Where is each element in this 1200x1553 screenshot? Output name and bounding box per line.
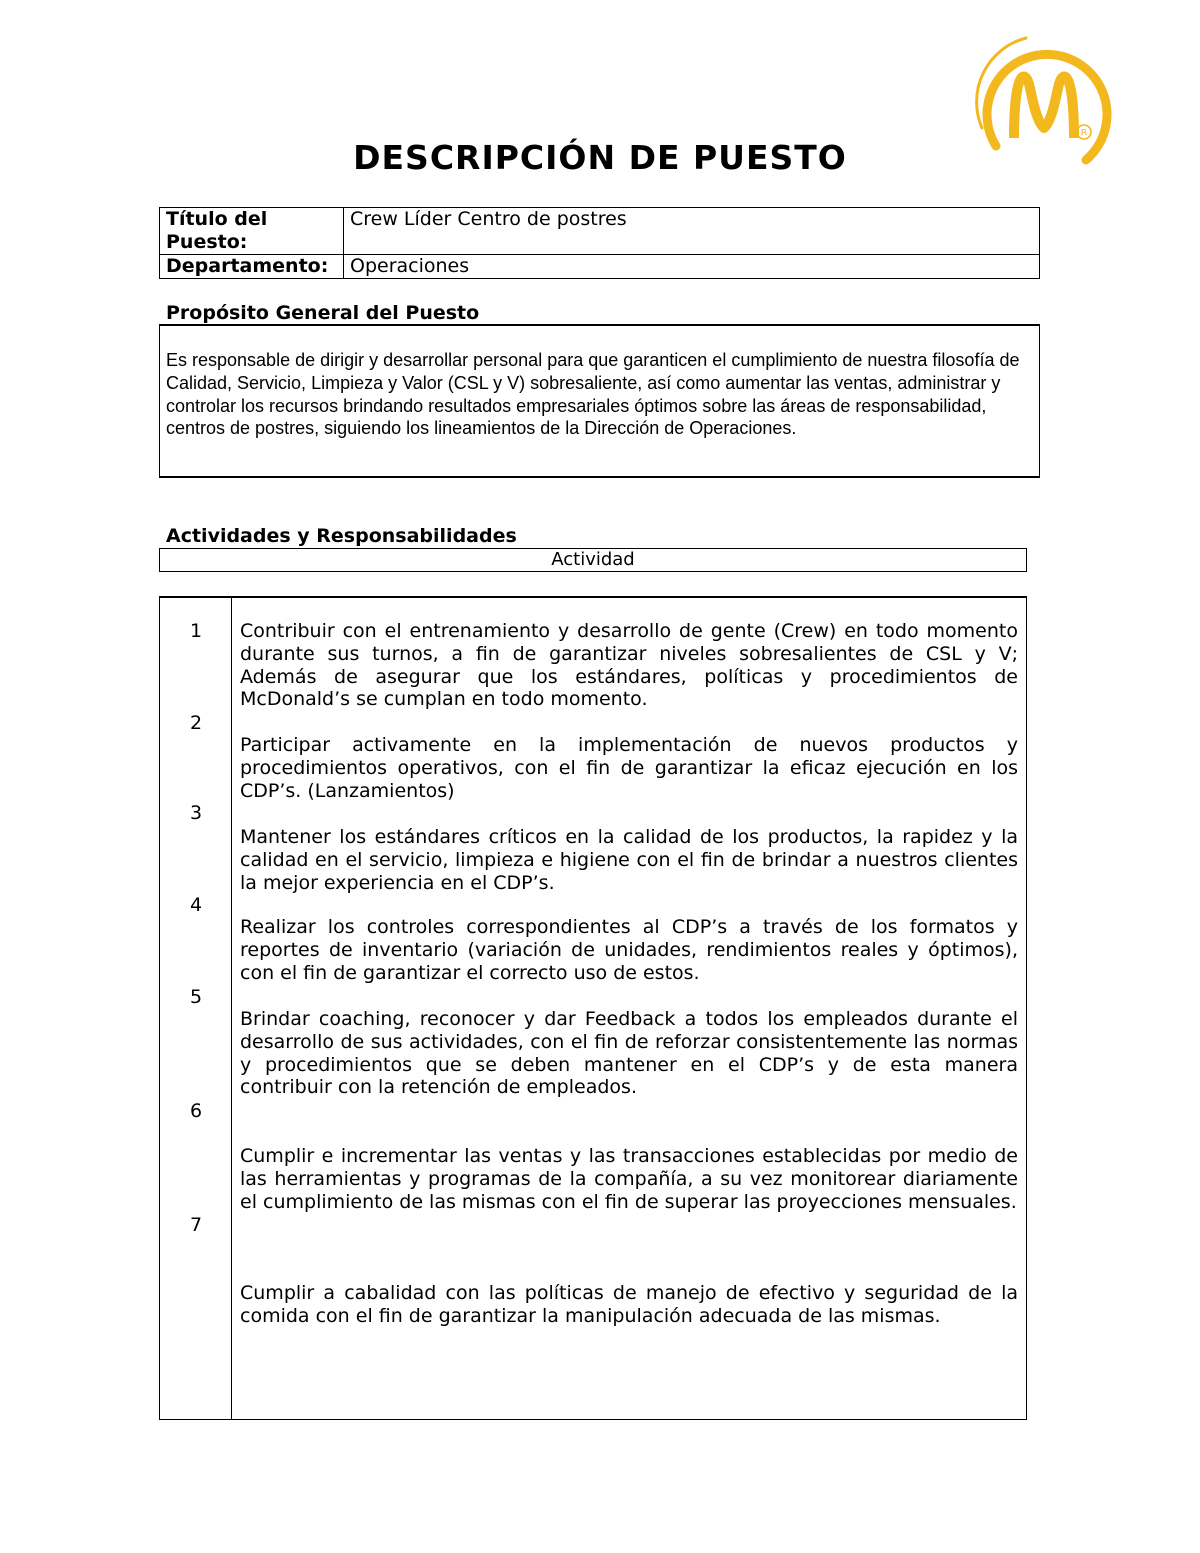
activity-text: Mantener los estándares críticos en la calidad de los productos, la rapidez y la calidad en el servicio, limpieza e higiene con el fin de brindar a nuestros clientes la mejor experiencia en el CDP’s.	[240, 826, 1018, 894]
activity-text: Cumplir a cabalidad con las políticas de manejo de efectivo y seguridad de la comida con el fin de garantizar la manipulación adecuada de las mismas.	[240, 1282, 1018, 1327]
svg-text:R: R	[1080, 128, 1088, 139]
purpose-text: Es responsable de dirigir y desarrollar personal para que garanticen el cumplimiento de nuestra filosofía de Calidad, Servicio, Limpieza y Valor (CSL y V) sobresaliente, así como aumentar las ventas, administrar y controlar los recursos brindando resultados empresariales óptimos sobre las áreas de responsabilidad, centros de postres, siguiendo los lineamientos de la Dirección de Operaciones.	[166, 350, 1020, 439]
activity-number: 7	[189, 1214, 203, 1236]
activity-number: 6	[189, 1100, 203, 1122]
activity-number: 3	[189, 802, 203, 824]
job-title-value: Crew Líder Centro de postres	[344, 208, 1040, 255]
department-value: Operaciones	[344, 255, 1040, 279]
activities-heading: Actividades y Responsabilidades	[166, 525, 517, 547]
job-info-table	[159, 207, 1040, 279]
activity-text: Realizar los controles correspondientes al CDP’s a través de los formatos y reportes de inventario (variación de unidades, rendimientos reales y óptimos), con el fin de garantizar el correcto uso de estos.	[240, 916, 1018, 984]
purpose-heading: Propósito General del Puesto	[166, 302, 480, 324]
activity-text: Cumplir e incrementar las ventas y las transacciones establecidas por medio de las herramientas y programas de la compañía, a su vez monitorear diariamente el cumplimiento de las mismas con el fin de superar las proyecciones mensuales.	[240, 1145, 1018, 1213]
activity-number: 2	[189, 712, 203, 734]
page-title: DESCRIPCIÓN DE PUESTO	[353, 138, 847, 177]
activity-column-header: Actividad	[159, 548, 1027, 572]
activity-text: Brindar coaching, reconocer y dar Feedback a todos los empleados durante el desarrollo de sus actividades, con el fin de reforzar consistentemente las normas y procedimientos que se deben mantener en el CDP’s y de esta manera contribuir con la retención de empleados.	[240, 1008, 1018, 1099]
activity-number: 5	[189, 986, 203, 1008]
activity-text: Participar activamente en la implementación de nuevos productos y procedimientos operativos, con el fin de garantizar la eficaz ejecución en los CDP’s. (Lanzamientos)	[240, 734, 1018, 802]
job-title-label: Título del Puesto:	[160, 208, 344, 255]
activity-number: 1	[189, 620, 203, 642]
activity-number: 4	[189, 894, 203, 916]
department-label: Departamento:	[160, 255, 344, 279]
activity-text: Contribuir con el entrenamiento y desarrollo de gente (Crew) en todo momento durante sus turnos, a fin de garantizar niveles sobresalientes de CSL y V; Además de asegurar que los estándares, políticas y procedimientos de McDonald’s se cumplan en todo momento.	[240, 620, 1018, 711]
